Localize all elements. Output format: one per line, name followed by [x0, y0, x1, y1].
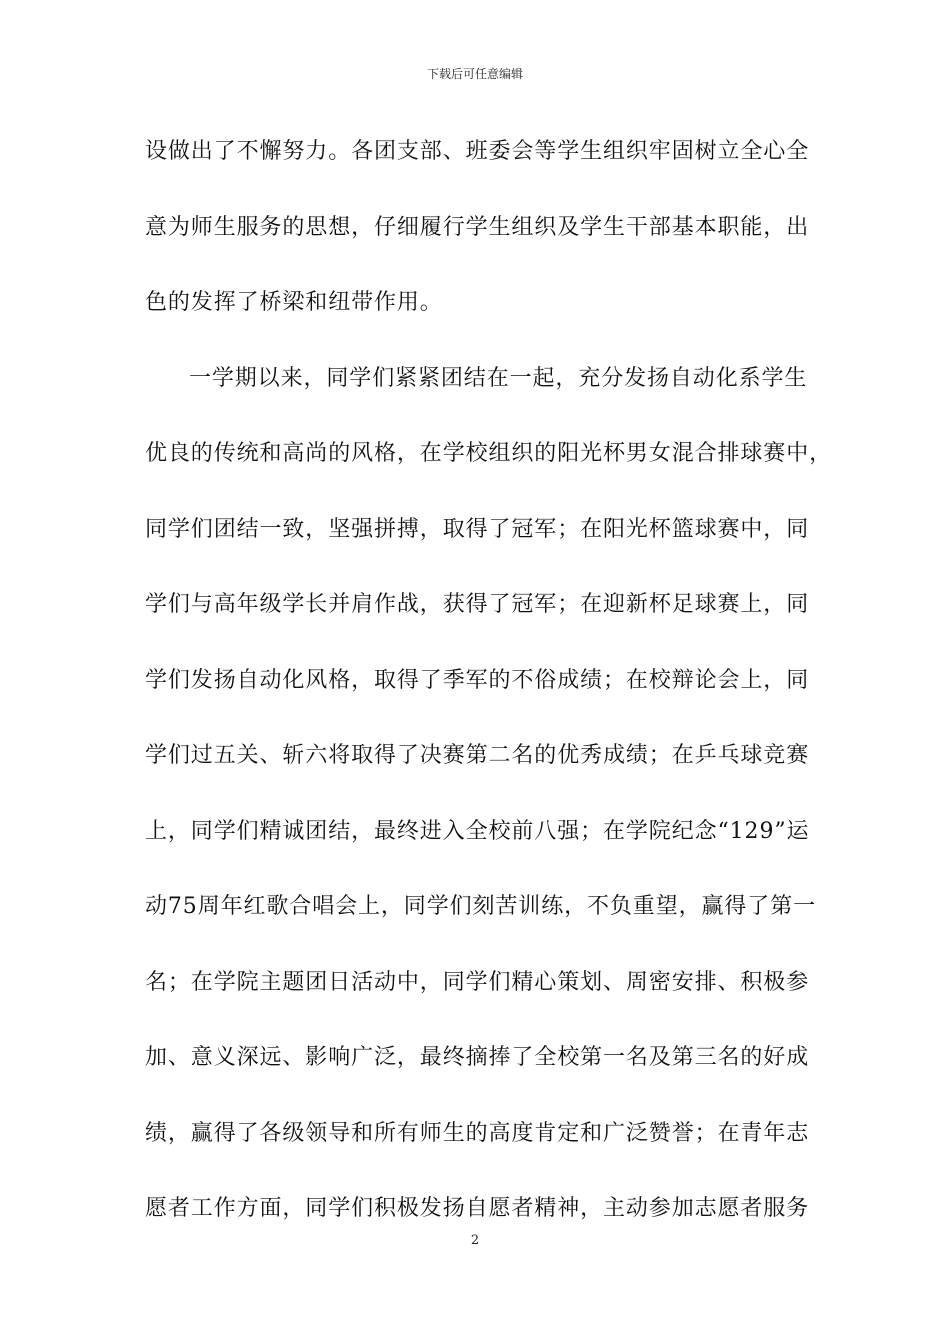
text-line: 加、意义深远、影响广泛，最终摘捧了全校第一名及第三名的好成: [145, 1045, 810, 1070]
paragraph-first-line: 一学期以来，同学们紧紧团结在一起，充分发扬自动化系学生: [189, 365, 808, 391]
text-line: 愿者工作方面，同学们积极发扬自愿者精神，主动参加志愿者服务: [145, 1196, 810, 1221]
document-body: [145, 130, 833, 1263]
text-line: 同学们团结一致，坚强拼搏，取得了冠军；在阳光杯篮球赛中，同: [145, 516, 810, 542]
text-line: 动75周年红歌合唱会上，同学们刻苦训练，不负重望，赢得了第一: [145, 894, 816, 919]
text-line: 名；在学院主题团日活动中，同学们精心策划、周密安排、积极参: [145, 969, 810, 995]
text-line: 学们过五关、斩六将取得了决赛第二名的优秀成绩；在乒乓球竞赛: [145, 743, 810, 768]
text-line: 色的发挥了桥梁和纽带作用。: [145, 290, 443, 315]
page-number: 2: [470, 1233, 480, 1248]
text-line: 意为师生服务的思想，仔细履行学生组织及学生干部基本职能，出: [145, 214, 810, 240]
text-line: 设做出了不懈努力。各团支部、班委会等学生组织牢固树立全心全: [145, 139, 810, 164]
text-line: 学们发扬自动化风格，取得了季军的不俗成绩；在校辩论会上，同: [145, 667, 810, 693]
text-line: 优良的传统和高尚的风格，在学校组织的阳光杯男女混合排球赛中，: [145, 441, 833, 466]
text-line: 绩，赢得了各级领导和所有师生的高度肯定和广泛赞誉；在青年志: [145, 1120, 810, 1146]
page-header: 下载后可任意编辑: [426, 67, 523, 81]
text-line: 学们与高年级学长并肩作战，获得了冠军；在迎新杯足球赛上，同: [145, 592, 810, 617]
text-line: 上，同学们精诚团结，最终进入全校前八强；在学院纪念“129”运: [145, 818, 810, 844]
